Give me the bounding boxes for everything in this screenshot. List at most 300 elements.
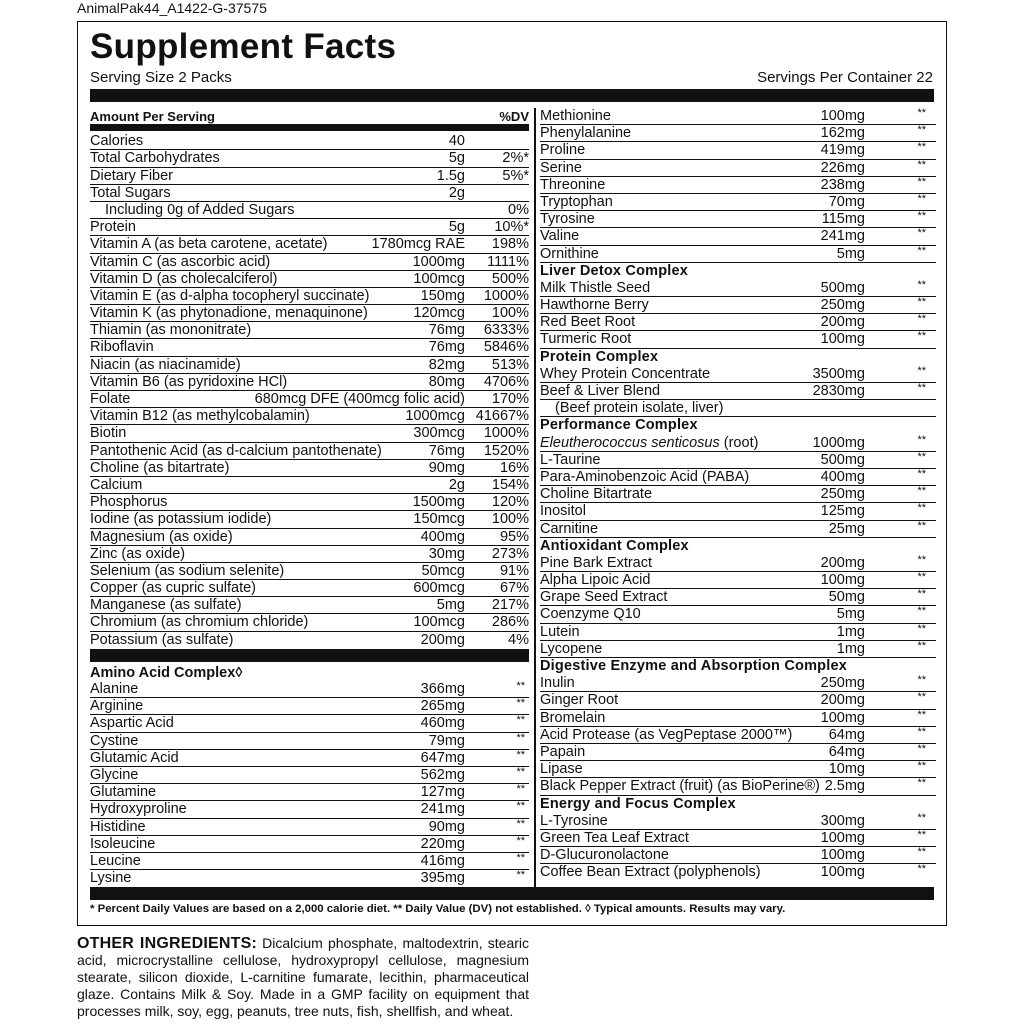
- list-item: [90, 425, 529, 442]
- list-item: [90, 836, 529, 853]
- item-dv: **: [917, 227, 926, 240]
- digestive-list: [540, 675, 936, 795]
- item-dv: 170%: [491, 391, 529, 407]
- item-name: Glutamine: [90, 784, 157, 801]
- item-amount: 5mg: [836, 606, 865, 623]
- list-item: [90, 443, 529, 460]
- list-item: [540, 469, 936, 486]
- list-item: [540, 641, 936, 658]
- item-amount: 1000mcg: [405, 408, 465, 425]
- item-dv: 286%: [491, 614, 529, 631]
- item-amount: 125mg: [820, 503, 865, 520]
- item-name: Tyrosine: [540, 211, 595, 228]
- item-amount: 79mg: [428, 732, 465, 749]
- item-name: Serine: [540, 159, 582, 176]
- item-dv: **: [917, 107, 926, 119]
- item-dv: **: [516, 680, 525, 692]
- item-name: L-Taurine: [540, 451, 601, 468]
- item-name: Coenzyme Q10: [540, 606, 641, 623]
- item-amount: 241mg: [820, 228, 865, 245]
- item-name: Para-Aminobenzoic Acid (PABA): [540, 468, 750, 485]
- item-dv: **: [917, 313, 926, 326]
- item-name: Potassium (as sulfate): [90, 631, 234, 648]
- item-amount: 90mg: [428, 818, 465, 835]
- item-amount: 10mg: [828, 761, 865, 778]
- item-amount: 76mg: [428, 322, 465, 339]
- list-item: [540, 572, 936, 589]
- item-dv: **: [917, 519, 926, 532]
- item-name: Bromelain: [540, 709, 606, 726]
- item-name: Threonine: [540, 176, 606, 193]
- item-name: Copper (as cupric sulfate): [90, 580, 257, 597]
- item-dv: 120%: [491, 494, 529, 511]
- dv-header-label: %DV: [499, 109, 529, 124]
- list-item: [540, 383, 936, 400]
- italic-name: Eleutherococcus senticosus: [540, 434, 720, 451]
- item-dv: **: [917, 244, 926, 257]
- other-ingredients: [77, 935, 529, 1020]
- item-dv: **: [917, 588, 926, 601]
- item-dv: **: [516, 817, 525, 830]
- item-name: Proline: [540, 142, 586, 159]
- list-item: [540, 246, 936, 263]
- item-name: Protein: [90, 219, 136, 236]
- list-item: [540, 589, 936, 606]
- item-amount: 80mg: [428, 373, 465, 390]
- item-dv: 1520%: [483, 442, 529, 459]
- item-name: Glycine: [90, 766, 139, 783]
- item-name: Vitamin A (as beta carotene, acetate): [90, 236, 328, 253]
- product-code: AnimalPak44_A1422-G-37575: [77, 0, 267, 16]
- item-name: Tryptophan: [540, 193, 613, 210]
- item-amount: 220mg: [420, 835, 465, 852]
- item-amount: 3500mg: [812, 365, 865, 382]
- item-amount: 2830mg: [812, 383, 865, 399]
- list-item: [540, 142, 936, 159]
- item-name: Vitamin B12 (as methylcobalamin): [90, 408, 310, 425]
- item-dv: 16%: [499, 459, 529, 476]
- list-item: [540, 125, 936, 142]
- item-dv: 513%: [491, 356, 529, 373]
- item-name: Methionine: [540, 108, 611, 124]
- item-name: Calories: [90, 133, 144, 150]
- list-item: [90, 750, 529, 767]
- item-name: Red Beet Root: [540, 314, 636, 331]
- energy-title: Energy and Focus Complex: [540, 795, 736, 812]
- item-name: Chromium (as chromium chloride): [90, 614, 309, 631]
- item-name: Beef & Liver Blend: [540, 383, 661, 399]
- item-amount: 265mg: [420, 698, 465, 715]
- list-item: [540, 864, 936, 881]
- item-amount: 416mg: [420, 852, 465, 869]
- item-name: Calcium: [90, 476, 143, 493]
- item-name: Including 0g of Added Sugars: [105, 201, 295, 218]
- item-name: Total Carbohydrates: [90, 150, 220, 167]
- list-item: [90, 767, 529, 784]
- list-item: [90, 219, 529, 236]
- list-item: [540, 847, 936, 864]
- item-amount: 64mg: [828, 743, 865, 760]
- item-amount: 500mg: [820, 451, 865, 468]
- thick-rule-top: [90, 89, 934, 102]
- item-name: Iodine (as potassium iodide): [90, 511, 272, 528]
- list-item: [90, 133, 529, 150]
- item-name: Vitamin D (as cholecalciferol): [90, 270, 278, 287]
- item-dv: **: [917, 485, 926, 498]
- item-amount: 600mcg: [413, 580, 465, 597]
- item-dv: **: [917, 382, 926, 394]
- list-item: [540, 710, 936, 727]
- item-amount: 500mg: [820, 279, 865, 296]
- item-name: Grape Seed Extract: [540, 589, 668, 606]
- list-item: [540, 727, 936, 744]
- list-item: [90, 698, 529, 715]
- item-dv: **: [917, 124, 926, 137]
- list-item: [540, 177, 936, 194]
- item-amount: 2.5mg: [824, 778, 865, 795]
- item-dv: 4706%: [483, 373, 529, 390]
- item-name: Green Tea Leaf Extract: [540, 829, 689, 846]
- list-item: [90, 580, 529, 597]
- item-name: Pine Bark Extract: [540, 554, 653, 571]
- item-name: Ornithine: [540, 245, 599, 262]
- antioxidant-list: [540, 555, 936, 658]
- item-name: Total Sugars: [90, 184, 171, 201]
- item-amount: 400mg: [420, 528, 465, 545]
- item-name: Vitamin E (as d-alpha tocopheryl succinate): [90, 287, 370, 304]
- item-dv: 500%: [491, 270, 529, 287]
- item-dv: **: [917, 467, 926, 480]
- item-name: Lycopene: [540, 640, 603, 657]
- item-dv: **: [917, 158, 926, 171]
- item-dv: **: [917, 708, 926, 721]
- item-name: Phosphorus: [90, 494, 168, 511]
- item-dv: 273%: [491, 545, 529, 562]
- item-amount: 82mg: [428, 356, 465, 373]
- panel-title: Supplement Facts: [90, 27, 397, 66]
- item-amount: 100mg: [820, 108, 865, 124]
- serving-size: Serving Size 2 Packs: [90, 69, 232, 86]
- other-ingredients-text: Dicalcium phosphate, maltodextrin, stearic acid, microcrystalline cellulose, hydroxypropyl cellulose, magnesium stearate, silicon dioxide, L-carnitine fumarate, lecithin, pharmaceutical glaze. Contains Milk & Soy. Made in a GMP facility on equipment that processes milk, soy, egg, peanuts, tree nuts, fish, shellfish, and wheat.: [77, 935, 530, 1019]
- item-amount: 1500mg: [412, 494, 465, 511]
- item-amount: 100mg: [820, 709, 865, 726]
- amino-section: [90, 664, 529, 887]
- list-item: [540, 160, 936, 177]
- list-item: [90, 202, 529, 219]
- item-dv: **: [917, 330, 926, 343]
- item-amount: 76mg: [428, 339, 465, 356]
- list-item: [90, 322, 529, 339]
- item-amount: 241mg: [420, 801, 465, 818]
- item-name: Thiamin (as mononitrate): [90, 322, 252, 339]
- list-item: [90, 784, 529, 801]
- liver-list: [540, 280, 936, 349]
- performance-title: Performance Complex: [540, 417, 698, 434]
- item-dv: **: [917, 760, 926, 773]
- performance-list: [540, 452, 936, 538]
- list-item: [90, 357, 529, 374]
- item-amount: 25mg: [828, 520, 865, 537]
- item-amount: 50mcg: [421, 562, 465, 579]
- item-dv: 100%: [491, 305, 529, 322]
- servings-per-container: Servings Per Container 22: [757, 69, 933, 86]
- list-item: [90, 546, 529, 563]
- item-name: Choline Bitartrate: [540, 486, 653, 503]
- item-amount: 5g: [448, 150, 465, 167]
- item-dv: 91%: [499, 562, 529, 579]
- list-item: [90, 681, 529, 698]
- list-item: [90, 460, 529, 477]
- item-name: Carnitine: [540, 520, 599, 537]
- item-dv: 6333%: [483, 322, 529, 339]
- item-dv: **: [917, 725, 926, 738]
- item-amount: 300mcg: [413, 425, 465, 442]
- item-dv: **: [917, 553, 926, 566]
- item-amount: 76mg: [428, 442, 465, 459]
- list-item: [540, 521, 936, 538]
- item-dv: **: [917, 691, 926, 704]
- item-amount: 5mg: [436, 597, 465, 614]
- header-rule: [90, 125, 529, 131]
- item-dv: 5846%: [483, 339, 529, 356]
- list-item: [90, 339, 529, 356]
- item-name: Papain: [540, 743, 586, 760]
- item-amount: 647mg: [420, 749, 465, 766]
- item-amount: 100mg: [820, 864, 865, 881]
- item-name: Black Pepper Extract (fruit) (as BioPerine®): [540, 778, 820, 795]
- item-name: Lutein: [540, 623, 580, 640]
- item-amount: 200mg: [820, 314, 865, 331]
- item-amount: 200mg: [820, 692, 865, 709]
- list-item: [540, 624, 936, 641]
- item-dv: **: [917, 863, 926, 876]
- item-name: Glutamic Acid: [90, 749, 179, 766]
- list-item: [540, 830, 936, 847]
- item-dv: **: [917, 846, 926, 859]
- list-item: [90, 254, 529, 271]
- item-amount: 200mg: [820, 554, 865, 571]
- item-dv: **: [516, 765, 525, 778]
- item-amount: 1000mg: [412, 253, 465, 270]
- item-dv: 1000%: [483, 287, 529, 304]
- item-amount: 2g: [448, 184, 465, 201]
- item-dv: **: [516, 748, 525, 761]
- item-dv: 1111%: [487, 253, 529, 270]
- item-name: Hawthorne Berry: [540, 297, 649, 314]
- list-item: [540, 435, 936, 452]
- item-dv: **: [917, 622, 926, 635]
- item-name: L-Tyrosine: [540, 812, 608, 829]
- list-item: [90, 632, 529, 649]
- item-name: Turmeric Root: [540, 331, 632, 348]
- item-amount: 395mg: [420, 870, 465, 887]
- protein-sub-row: [540, 400, 936, 417]
- item-dv: **: [917, 811, 926, 824]
- item-amount: 5mg: [836, 245, 865, 262]
- list-item: [540, 108, 936, 125]
- list-item: [90, 733, 529, 750]
- item-amount: 250mg: [820, 297, 865, 314]
- item-name: Vitamin K (as phytonadione, menaquinone): [90, 305, 368, 322]
- footnote: * Percent Daily Values are based on a 2,000 calorie diet. ** Daily Value (DV) not established. ◊ Typical amounts. Results may vary.: [90, 903, 786, 915]
- list-item: [90, 168, 529, 185]
- list-item: [540, 813, 936, 830]
- item-name: Biotin: [90, 425, 127, 442]
- item-amount: 100mcg: [413, 270, 465, 287]
- list-item: [90, 374, 529, 391]
- item-dv: **: [917, 210, 926, 223]
- list-item: [90, 185, 529, 202]
- list-item: [540, 606, 936, 623]
- item-dv: **: [917, 742, 926, 755]
- list-item: [90, 271, 529, 288]
- list-item: [90, 408, 529, 425]
- item-dv: **: [917, 364, 926, 377]
- item-dv: **: [917, 674, 926, 687]
- item-amount: 100mg: [820, 331, 865, 348]
- item-dv: 100%: [491, 511, 529, 528]
- item-dv: 198%: [491, 236, 529, 253]
- item-dv: **: [917, 828, 926, 841]
- item-amount: 1mg: [836, 623, 865, 640]
- list-item: [540, 452, 936, 469]
- item-name: Arginine: [90, 698, 144, 715]
- item-amount: 100mg: [820, 572, 865, 589]
- item-amount: 300mg: [820, 812, 865, 829]
- list-item: [540, 211, 936, 228]
- item-name: Phenylalanine: [540, 125, 632, 142]
- item-dv: 5%*: [502, 167, 529, 184]
- list-item: [540, 486, 936, 503]
- item-amount: 100mg: [820, 829, 865, 846]
- item-amount: 162mg: [820, 125, 865, 142]
- list-item: [540, 675, 936, 692]
- item-dv: **: [516, 714, 525, 727]
- item-name: Valine: [540, 228, 580, 245]
- item-name: Ginger Root: [540, 692, 619, 709]
- item-name: Vitamin B6 (as pyridoxine HCl): [90, 373, 288, 390]
- item-name: Milk Thistle Seed: [540, 279, 651, 296]
- item-name: Selenium (as sodium selenite): [90, 562, 285, 579]
- item-name: Vitamin C (as ascorbic acid): [90, 253, 271, 270]
- item-name: Histidine: [90, 818, 146, 835]
- item-dv: **: [917, 296, 926, 309]
- item-amount: 400mg: [820, 468, 865, 485]
- item-name: Alanine: [90, 681, 139, 697]
- item-dv: **: [917, 777, 926, 790]
- item-name: [540, 435, 758, 452]
- item-dv: **: [917, 278, 926, 291]
- item-dv: 154%: [491, 476, 529, 493]
- item-dv: **: [917, 433, 926, 446]
- digestive-title: Digestive Enzyme and Absorption Complex: [540, 658, 847, 674]
- item-name: Whey Protein Concentrate: [540, 365, 711, 382]
- list-item: [90, 819, 529, 836]
- item-amount: 366mg: [420, 681, 465, 697]
- list-item: [90, 150, 529, 167]
- item-name: Lipase: [540, 761, 583, 778]
- item-name: Isoleucine: [90, 835, 156, 852]
- item-amount: 250mg: [820, 486, 865, 503]
- item-dv: **: [516, 851, 525, 864]
- item-amount: 419mg: [820, 142, 865, 159]
- list-item: [540, 314, 936, 331]
- item-name: Leucine: [90, 852, 141, 869]
- item-dv: **: [917, 141, 926, 154]
- list-item: [90, 305, 529, 322]
- item-name: Pantothenic Acid (as d-calcium pantothenate): [90, 442, 382, 459]
- item-amount: 100mg: [820, 847, 865, 864]
- list-item: [540, 744, 936, 761]
- item-dv: 4%: [508, 631, 529, 648]
- item-amount: 30mg: [428, 545, 465, 562]
- item-dv: **: [917, 605, 926, 618]
- list-item: [540, 194, 936, 211]
- item-amount: 1780mcg RAE: [371, 236, 465, 253]
- supplement-facts-panel: [77, 21, 947, 926]
- amount-per-serving-label: Amount Per Serving: [90, 109, 215, 124]
- item-amount: 460mg: [420, 715, 465, 732]
- energy-list: [540, 813, 936, 882]
- item-dv: **: [917, 639, 926, 652]
- item-amount: 2g: [448, 476, 465, 493]
- item-amount: 5g: [448, 219, 465, 236]
- list-item: [540, 331, 936, 348]
- item-name: Inositol: [540, 503, 586, 520]
- list-item: [90, 511, 529, 528]
- item-amount: 127mg: [420, 784, 465, 801]
- amino-list: [90, 681, 529, 887]
- item-amount: 562mg: [420, 766, 465, 783]
- item-amount: 40: [448, 133, 465, 150]
- list-item: [540, 228, 936, 245]
- left-column: [90, 108, 529, 887]
- item-dv: 67%: [499, 580, 529, 597]
- list-item: [540, 280, 936, 297]
- item-name: Folate: [90, 391, 131, 407]
- amino-rule: [90, 649, 529, 662]
- item-amount: 238mg: [820, 176, 865, 193]
- item-name: Hydroxyproline: [90, 801, 187, 818]
- list-item: [540, 761, 936, 778]
- item-dv: **: [516, 800, 525, 813]
- list-item: [90, 236, 529, 253]
- other-ingredients-label: OTHER INGREDIENTS:: [77, 935, 257, 952]
- item-name: Acid Protease (as VegPeptase 2000™): [540, 726, 793, 743]
- item-name: D-Glucuronolactone: [540, 847, 669, 864]
- item-dv: 2%*: [502, 150, 529, 167]
- right-amino-list: [540, 108, 936, 263]
- item-amount: 100mcg: [413, 614, 465, 631]
- item-name: Lysine: [90, 870, 132, 887]
- item-amount: 150mg: [420, 287, 465, 304]
- right-column: [540, 108, 936, 881]
- item-name: Alpha Lipoic Acid: [540, 572, 651, 589]
- list-item: [90, 563, 529, 580]
- item-name: Manganese (as sulfate): [90, 597, 242, 614]
- item-dv: **: [917, 192, 926, 205]
- list-item: [540, 366, 936, 383]
- list-item: [90, 494, 529, 511]
- amount-header: [90, 108, 529, 125]
- list-item: [90, 529, 529, 546]
- item-amount: 200mg: [420, 631, 465, 648]
- amino-title: Amino Acid Complex◊: [90, 664, 243, 681]
- protein-sub-text: (Beef protein isolate, liver): [555, 400, 724, 417]
- list-item: [540, 692, 936, 709]
- list-item: [540, 297, 936, 314]
- item-amount: 115mg: [821, 211, 865, 228]
